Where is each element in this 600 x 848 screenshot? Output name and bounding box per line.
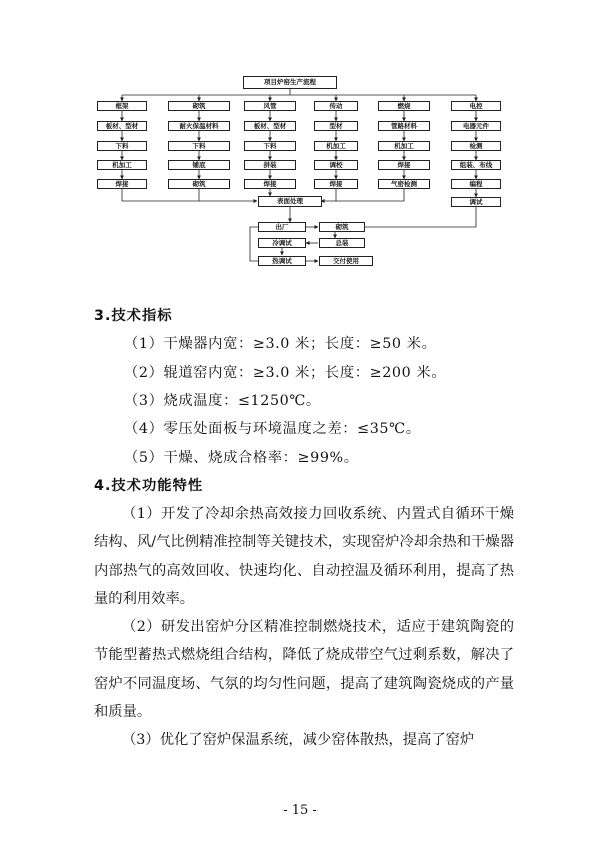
flow-step-col5-4: 焊接 xyxy=(378,160,430,170)
flow-step-col5-2: 管路材料 xyxy=(378,121,430,131)
section3-heading: 3.技术指标 xyxy=(94,308,173,324)
section4-heading: 4.技术功能特性 xyxy=(94,478,204,494)
spec-item-1: （1）干燥器内宽：≥3.0 米；长度：≥50 米。 xyxy=(124,336,437,352)
deliver-box: 交付使用 xyxy=(319,256,373,266)
flow-step-col1-2: 板材、型材 xyxy=(97,121,147,131)
feature-paragraph-3: （3）优化了窑炉保温系统，减少窑体散热，提高了窑炉 xyxy=(122,732,475,749)
spec-item-5: （5）干燥、烧成合格率：≥99%。 xyxy=(124,450,359,466)
flow-step-col6-1: 电控 xyxy=(451,101,501,111)
section4-body xyxy=(94,500,514,755)
flow-step-col2-4: 铺底 xyxy=(168,160,230,170)
flow-step-col3-3: 下料 xyxy=(244,141,296,151)
spec-item-3: （3）烧成温度：≤1250℃。 xyxy=(124,393,321,409)
flow-step-col5-1: 燃烧 xyxy=(378,101,430,111)
feature-paragraph-2: （2）研发出窑炉分区精准控制燃烧技术，适应于建筑陶瓷的节能型蓄热式燃烧组合结构，降低了烧成带空气过剩系数，解决了窑炉不同温度场、气氛的均匀性问题，提高了建筑陶瓷烧成的产量和质量。 xyxy=(94,619,514,721)
flow-step-col1-3: 下料 xyxy=(97,141,147,151)
flow-step-col6-3: 检测 xyxy=(451,141,501,151)
install-box: 砌筑 xyxy=(319,222,365,232)
flow-step-col6-2: 电器元件 xyxy=(451,121,501,131)
flow-step-col5-3: 机加工 xyxy=(378,141,430,151)
flow-step-col2-2: 耐火保温材料 xyxy=(168,121,230,131)
production-flowchart xyxy=(0,0,600,290)
factory-out-box: 出厂 xyxy=(258,222,306,232)
flow-step-col6-6: 调试 xyxy=(451,197,501,207)
surface-treatment-box: 表面处理 xyxy=(258,196,322,207)
flow-step-col2-3: 下料 xyxy=(168,141,230,151)
flow-step-col3-4: 拼装 xyxy=(244,160,296,170)
flow-step-col4-1: 传动 xyxy=(314,101,358,111)
feature-paragraph-1: （1）开发了冷却余热高效接力回收系统、内置式自循环干燥结构、风/气比例精准控制等关键技术，实现窑炉冷却余热和干燥器内部热气的高效回收、快速均化、自动控温及循环利用，提高了热量的利用效率。 xyxy=(94,506,514,607)
flowchart-title: 项目炉窑生产流程 xyxy=(243,76,337,89)
flow-step-col2-5: 砌筑 xyxy=(168,179,230,189)
spec-item-2: （2）辊道窑内宽：≥3.0 米；长度：≥200 米。 xyxy=(124,365,447,381)
flow-step-col1-1: 框架 xyxy=(97,101,147,111)
flow-step-col3-5: 焊接 xyxy=(244,179,296,189)
flow-step-col3-2: 板材、型材 xyxy=(244,121,296,131)
flow-step-col4-3: 机加工 xyxy=(314,141,358,151)
spec-item-4: （4）零压处面板与环境温度之差：≤35℃。 xyxy=(124,421,421,437)
assembly-box: 总装 xyxy=(319,238,365,248)
flow-step-col4-2: 型材 xyxy=(314,121,358,131)
flow-step-col2-1: 砌筑 xyxy=(168,101,230,111)
flow-step-col5-5: 气密检测 xyxy=(378,179,430,189)
flow-step-col4-5: 焊接 xyxy=(314,179,358,189)
flow-step-col3-1: 风管 xyxy=(244,101,296,111)
hot-test-box: 热调试 xyxy=(258,256,306,266)
flow-step-col6-5: 编程 xyxy=(451,179,501,189)
flow-step-col1-4: 机加工 xyxy=(97,160,147,170)
cold-test-box: 冷调试 xyxy=(258,238,306,248)
flow-step-col4-4: 调校 xyxy=(314,160,358,170)
flow-step-col6-4: 组装、布线 xyxy=(451,160,501,170)
page-number: - 15 - xyxy=(283,803,317,818)
flow-step-col1-5: 焊接 xyxy=(97,179,147,189)
